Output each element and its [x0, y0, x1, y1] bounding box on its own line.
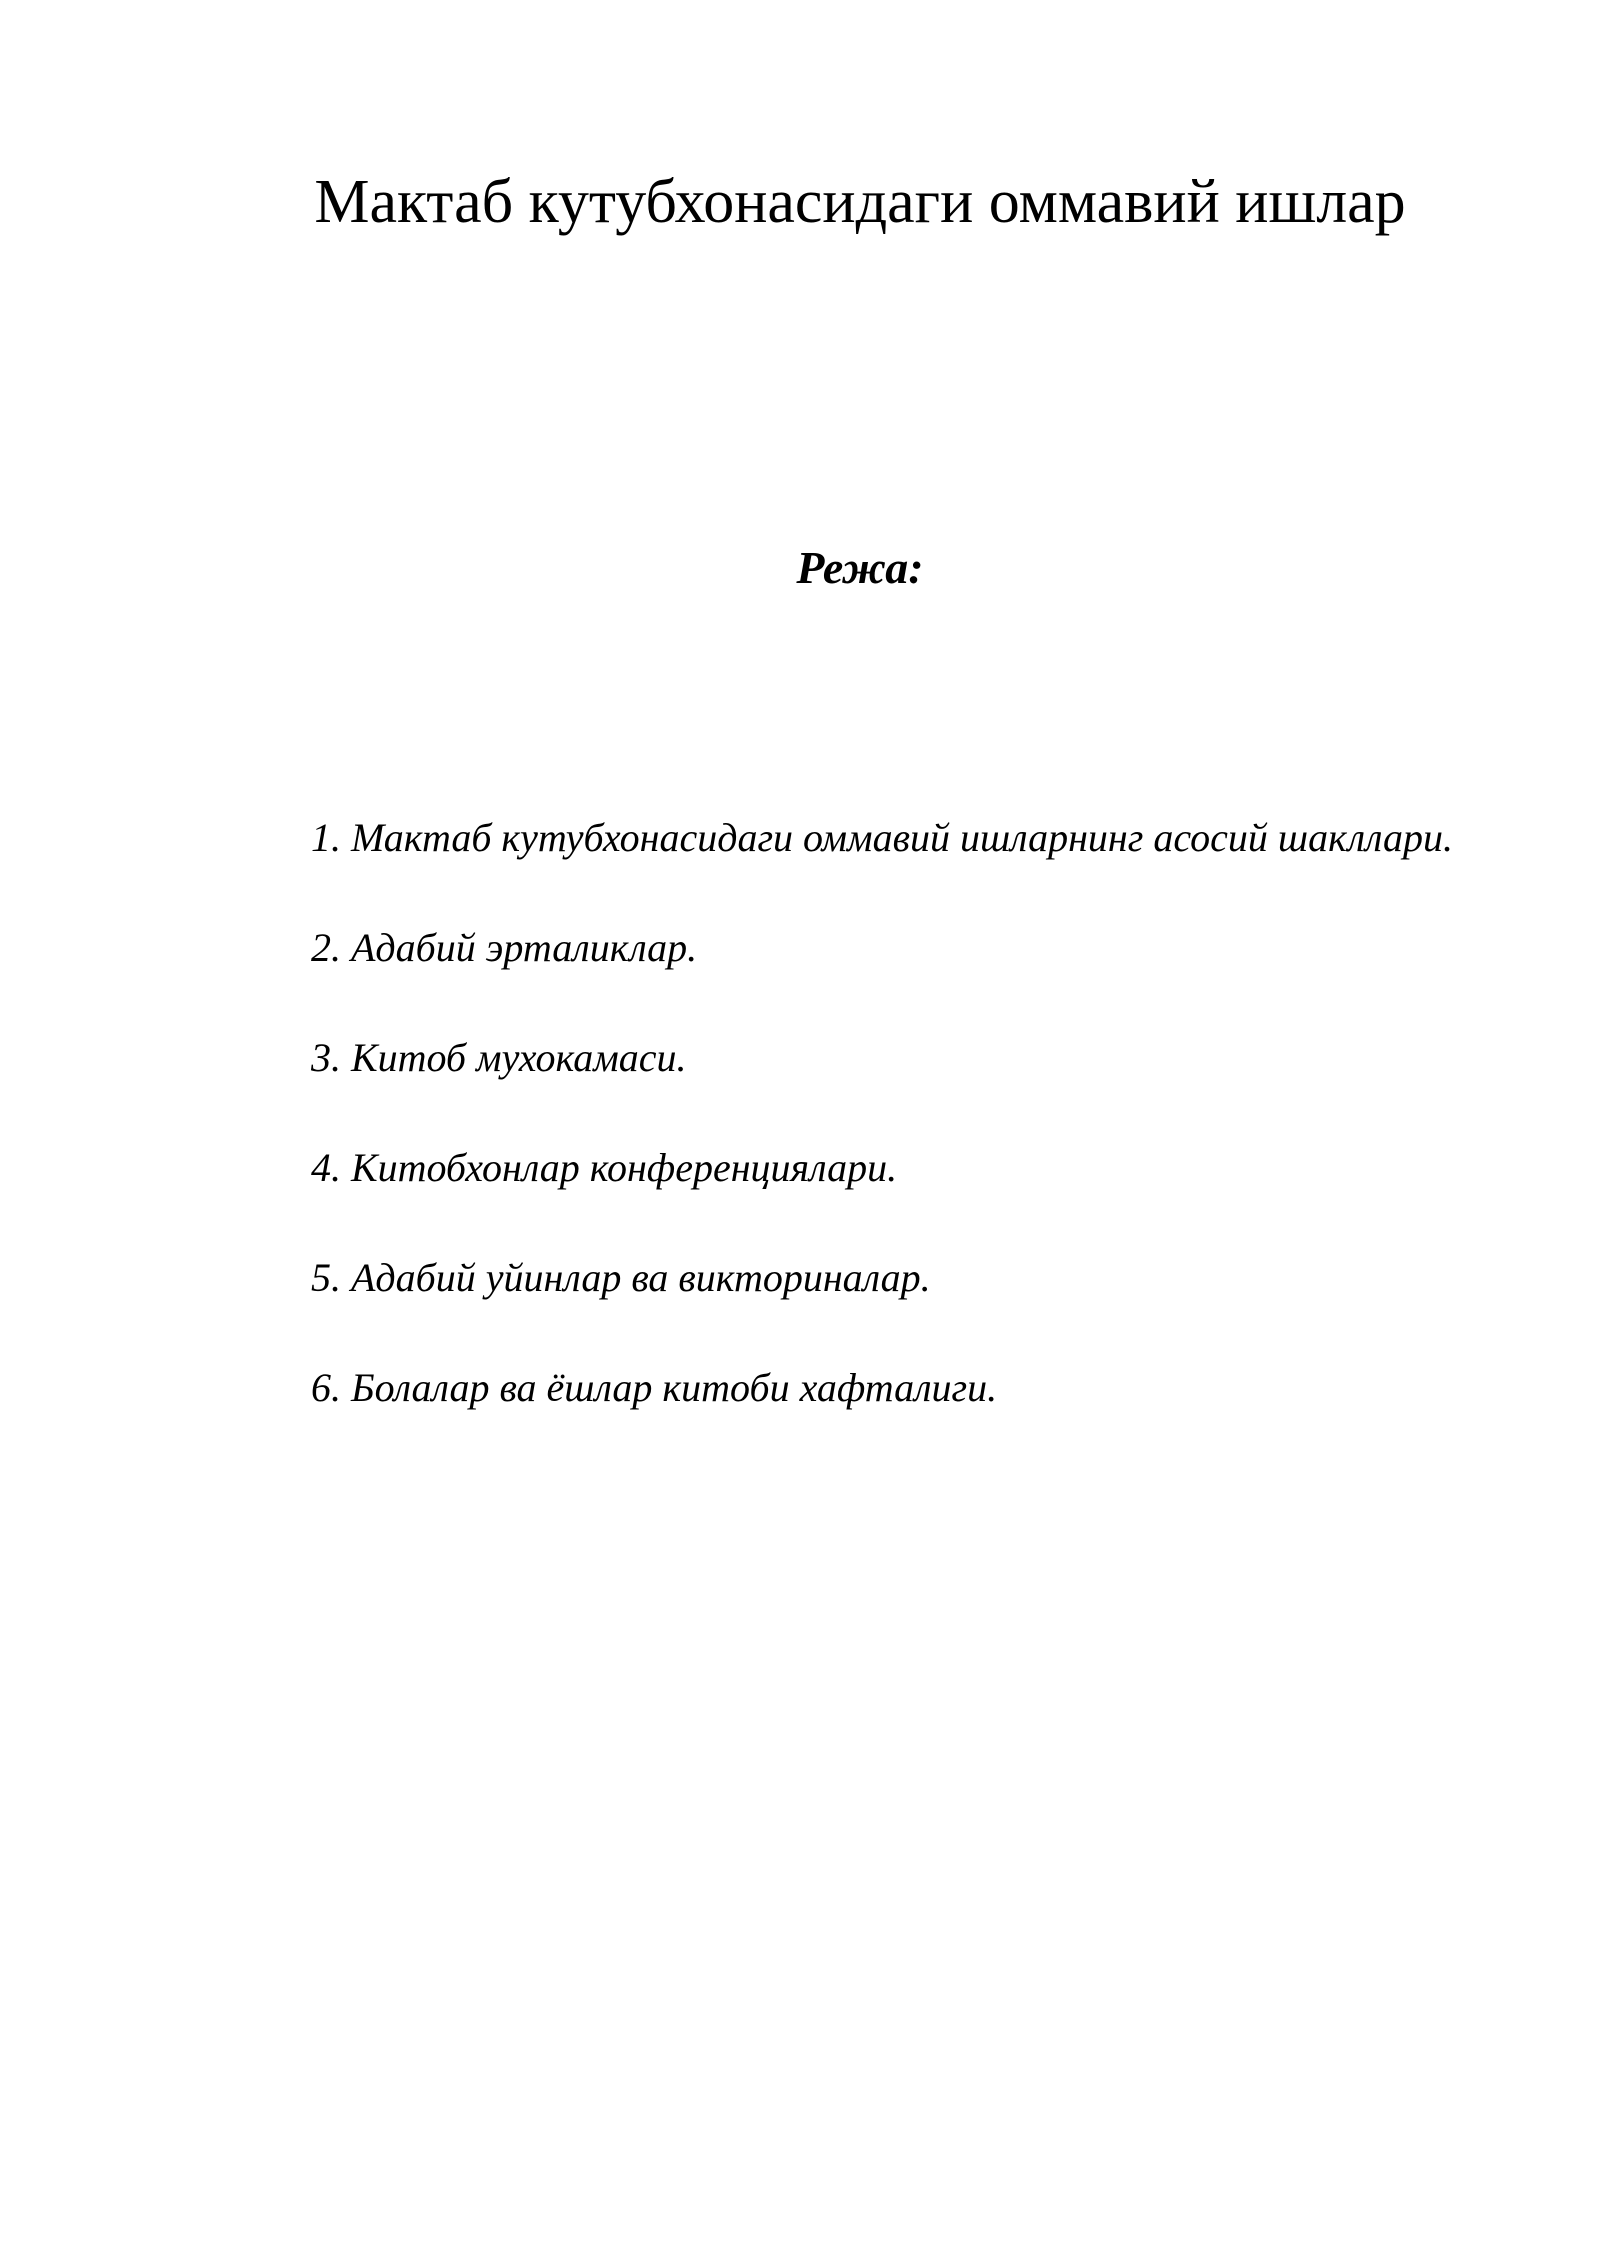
plan-item: 6. Болалар ва ёшлар китоби хафталиги.: [311, 1365, 998, 1410]
plan-item: 5. Адабий уйинлар ва викториналар.: [311, 1255, 931, 1300]
document-title: Мактаб кутубхонасидаги оммавий ишлар: [314, 168, 1406, 236]
plan-item: 1. Мактаб кутубхонасидаги оммавий ишларнинг асосий шакллари.: [311, 815, 1453, 860]
plan-item: 3. Китоб мухокамаси.: [311, 1035, 687, 1080]
plan-heading: Режа:: [796, 542, 924, 593]
plan-item: 2. Адабий эрталиклар.: [311, 925, 698, 970]
plan-list: [311, 800, 1491, 1460]
plan-item: 4. Китобхонлар конференциялари.: [311, 1145, 898, 1190]
